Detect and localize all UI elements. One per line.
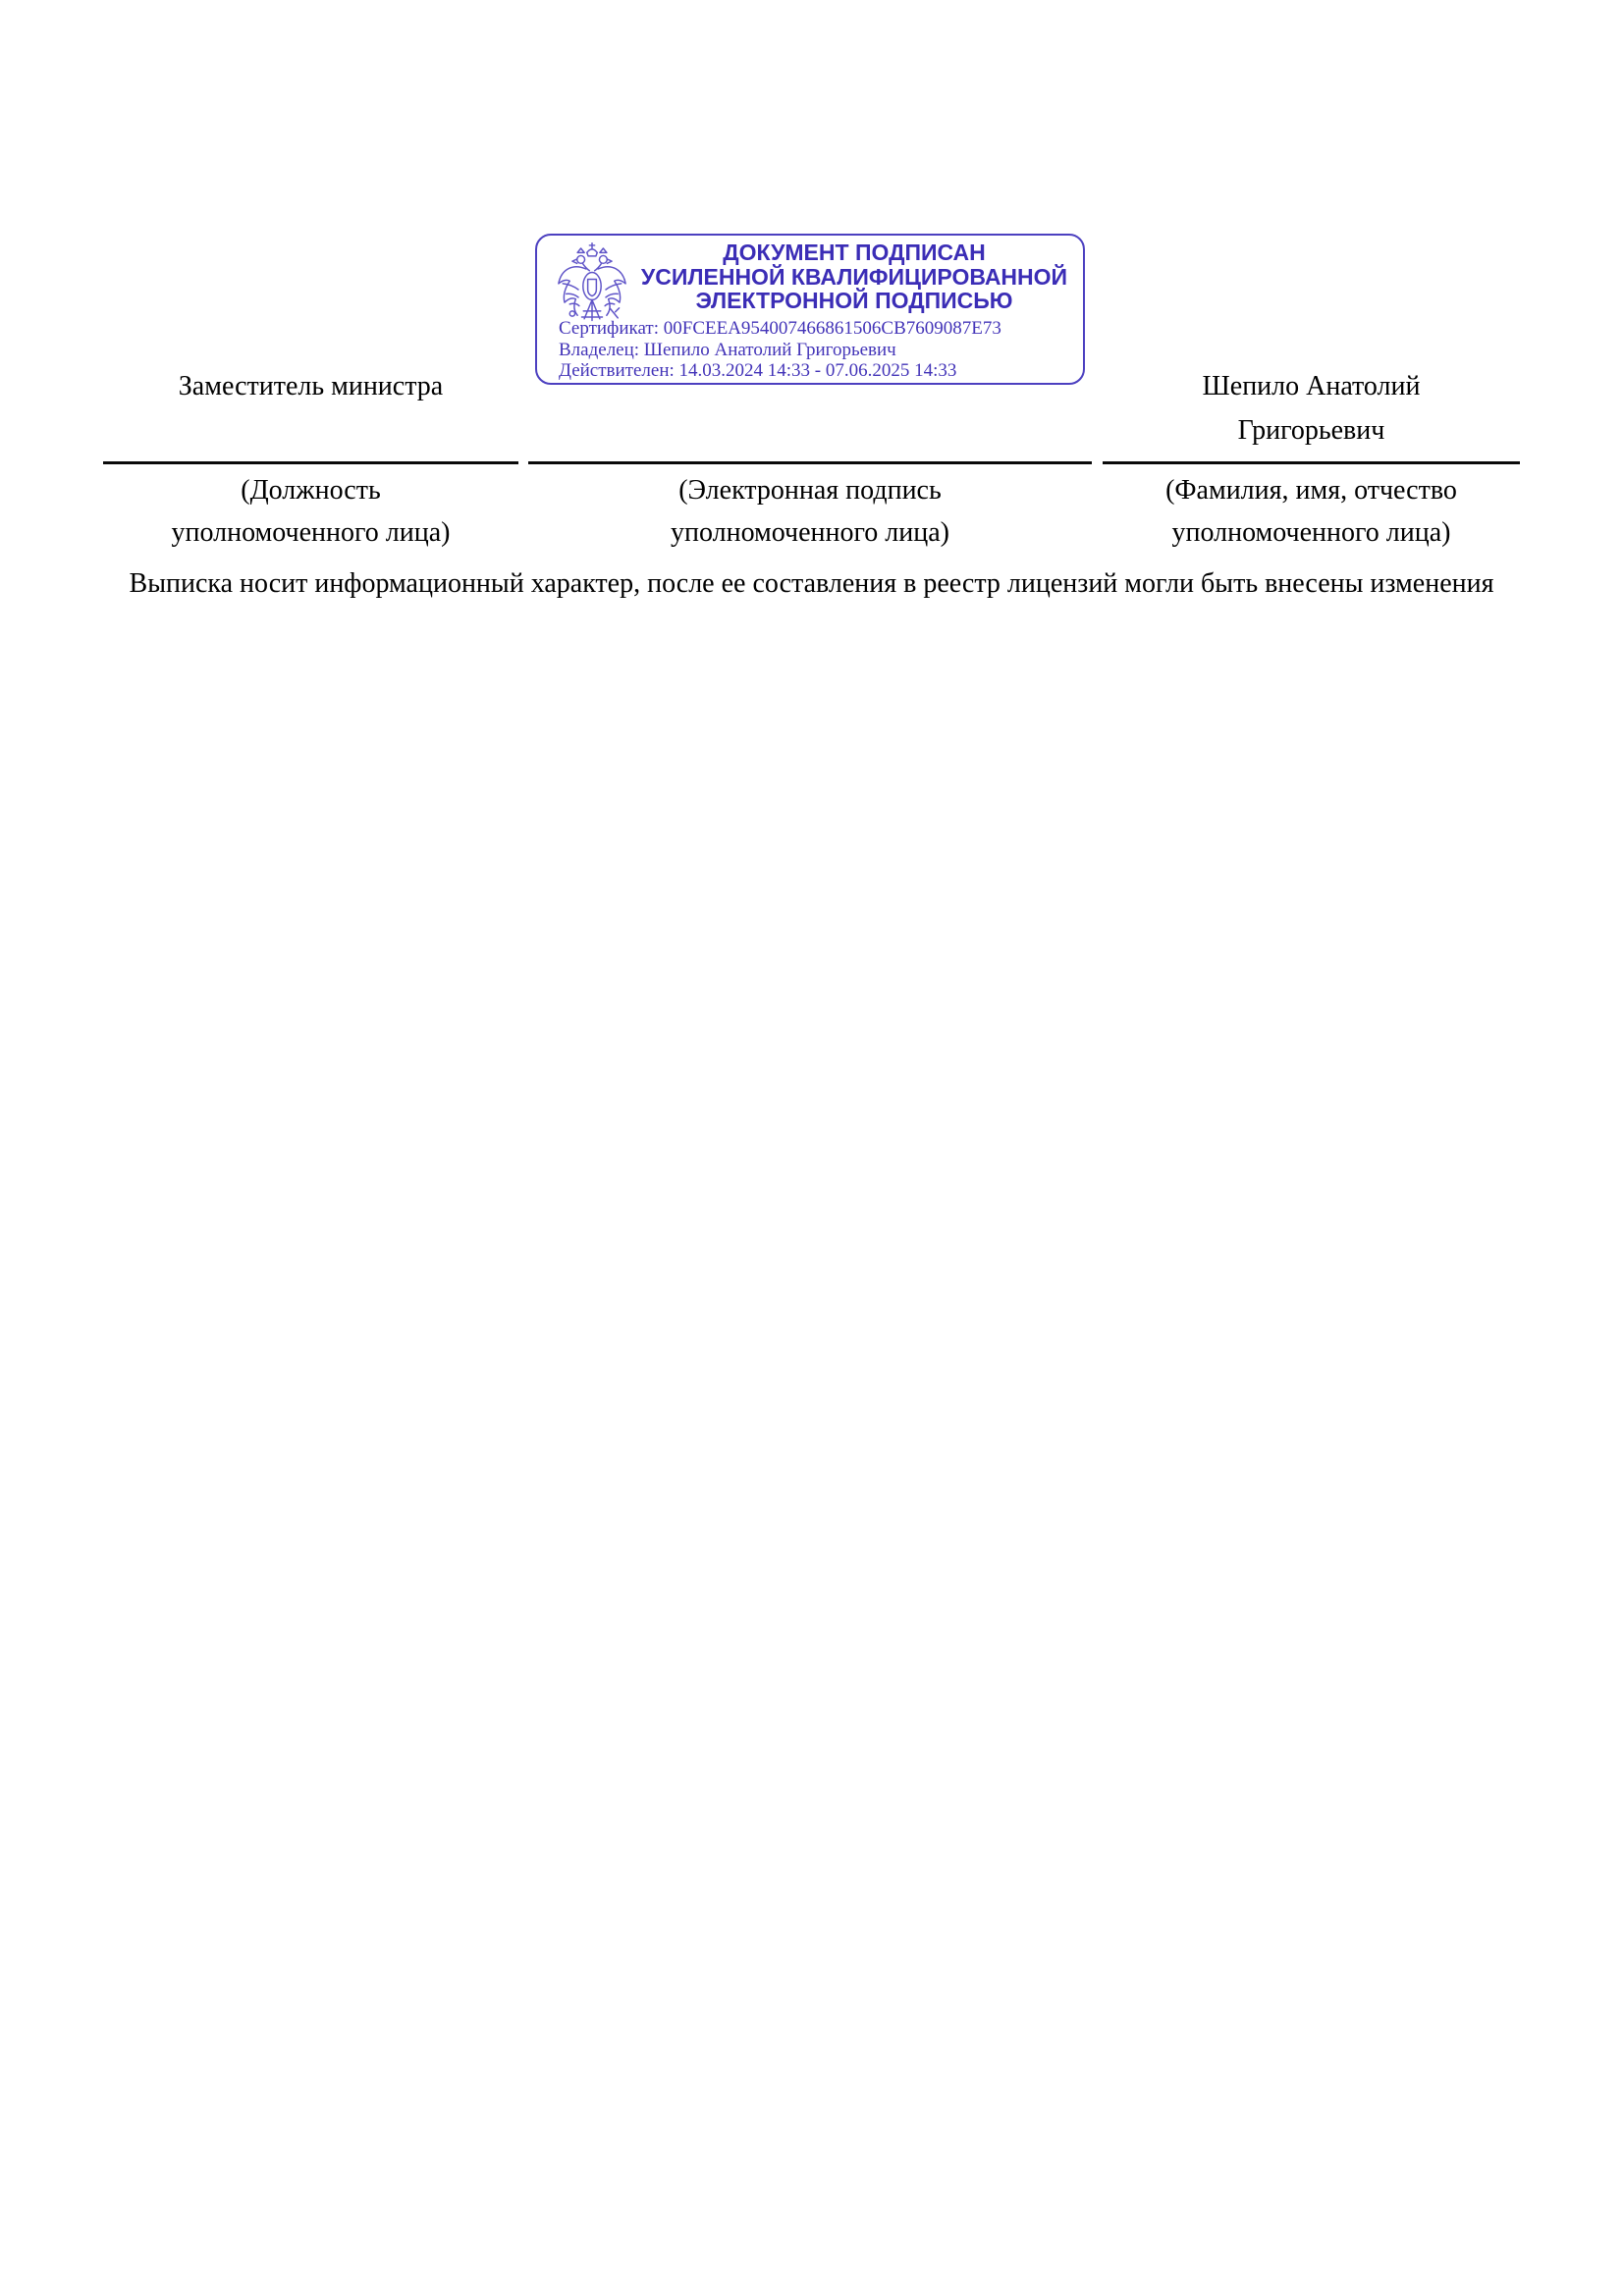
official-name-value <box>1103 364 1520 453</box>
caption-name-line-2: уполномоченного лица) <box>1171 517 1451 548</box>
caption-name-line-1: (Фамилия, имя, отчество <box>1165 475 1457 506</box>
official-name-line-2: Григорьевич <box>1237 415 1385 446</box>
caption-esign-line-1: (Электронная подпись <box>678 475 942 506</box>
official-name-line-1: Шепило Анатолий <box>1202 371 1421 401</box>
caption-position-line-1: (Должность <box>241 475 381 506</box>
signature-stamp <box>535 234 1085 385</box>
stamp-header-line-2: УСИЛЕННОЙ КВАЛИФИЦИРОВАННОЙ <box>640 263 1068 290</box>
caption-position <box>103 469 518 554</box>
signature-line-name <box>1103 461 1520 464</box>
caption-name <box>1103 469 1520 554</box>
signature-line-esign <box>528 461 1092 464</box>
caption-position-line-2: уполномоченного лица) <box>171 517 451 548</box>
stamp-header <box>631 240 1077 313</box>
stamp-header-line-3: ЭЛЕКТРОННОЙ ПОДПИСЬЮ <box>695 288 1013 313</box>
stamp-header-line-1: ДОКУМЕНТ ПОДПИСАН <box>723 240 986 265</box>
stamp-details <box>559 318 1075 382</box>
official-position-value: Заместитель министра <box>178 371 444 401</box>
stamp-owner: Владелец: Шепило Анатолий Григорьевич <box>559 339 896 360</box>
caption-esign <box>528 469 1092 554</box>
russian-coat-of-arms-icon <box>551 241 633 324</box>
caption-esign-line-2: уполномоченного лица) <box>671 517 949 548</box>
stamp-validity: Действителен: 14.03.2024 14:33 - 07.06.2025 14:33 <box>559 360 957 381</box>
footnote: Выписка носит информационный характер, после ее составления в реестр лицензий могли быть внесены изменения <box>129 568 1494 599</box>
signature-line-position <box>103 461 518 464</box>
stamp-certificate: Сертификат: 00FCEEA954007466861506CB7609087E73 <box>559 318 1001 339</box>
